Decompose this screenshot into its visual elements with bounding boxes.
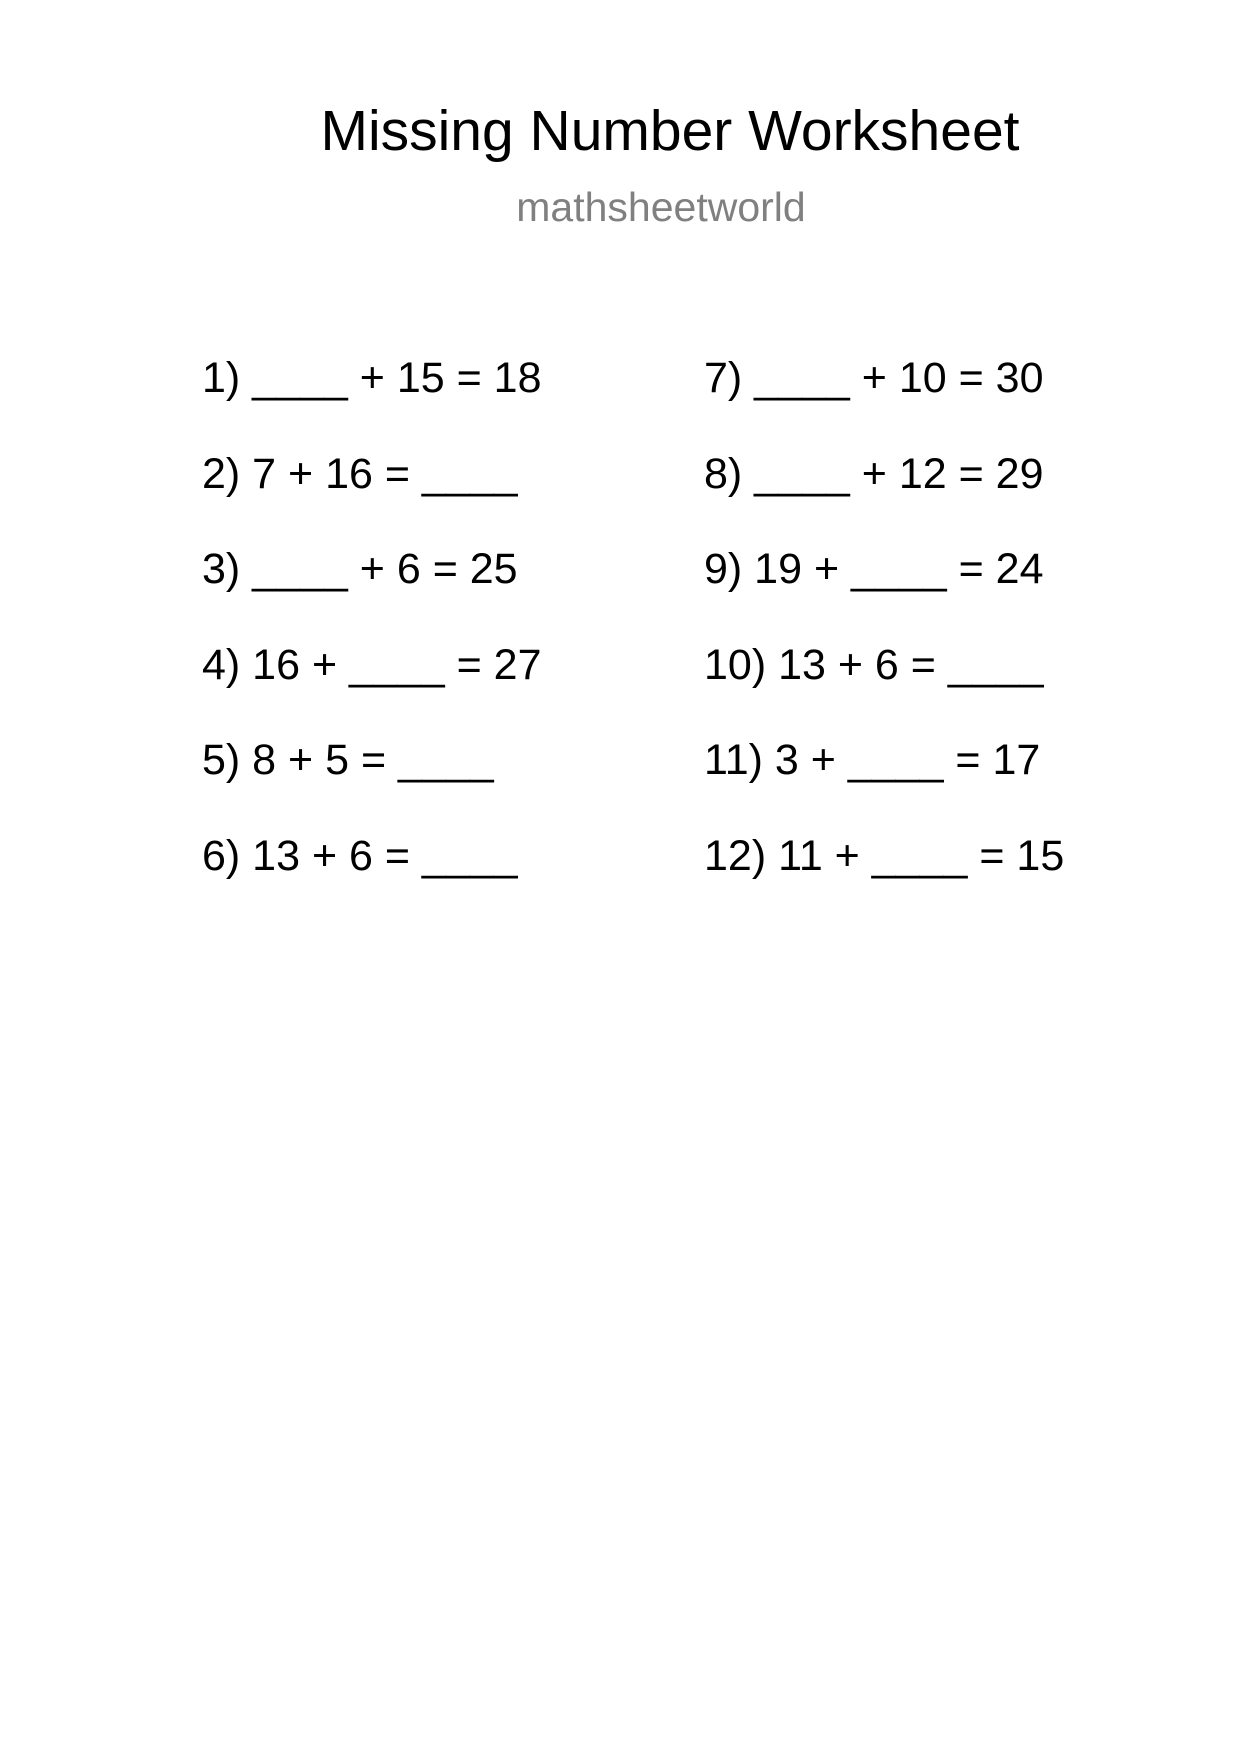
problem-11: 11) 3 + ____ = 17 — [704, 736, 1041, 784]
problem-6: 6) 13 + 6 = ____ — [202, 831, 518, 880]
problem-3: 3) ____ + 6 = 25 — [202, 545, 518, 593]
problem-12: 12) 11 + ____ = 15 — [704, 831, 1065, 880]
worksheet-source: mathsheetworld — [516, 184, 806, 230]
worksheet-title: Missing Number Worksheet — [320, 99, 1020, 163]
problems-right-column — [704, 350, 1064, 923]
problem-1: 1) ____ + 15 = 18 — [202, 354, 542, 402]
problem-4: 4) 16 + ____ = 27 — [202, 640, 542, 689]
problem-5: 5) 8 + 5 = ____ — [202, 736, 494, 784]
problem-9: 9) 19 + ____ = 24 — [704, 545, 1044, 593]
problem-8: 8) ____ + 12 = 29 — [704, 449, 1044, 498]
problem-2: 2) 7 + 16 = ____ — [202, 449, 518, 498]
problem-7: 7) ____ + 10 = 30 — [704, 354, 1044, 402]
problem-10: 10) 13 + 6 = ____ — [704, 640, 1044, 689]
problems-left-column — [202, 350, 542, 923]
